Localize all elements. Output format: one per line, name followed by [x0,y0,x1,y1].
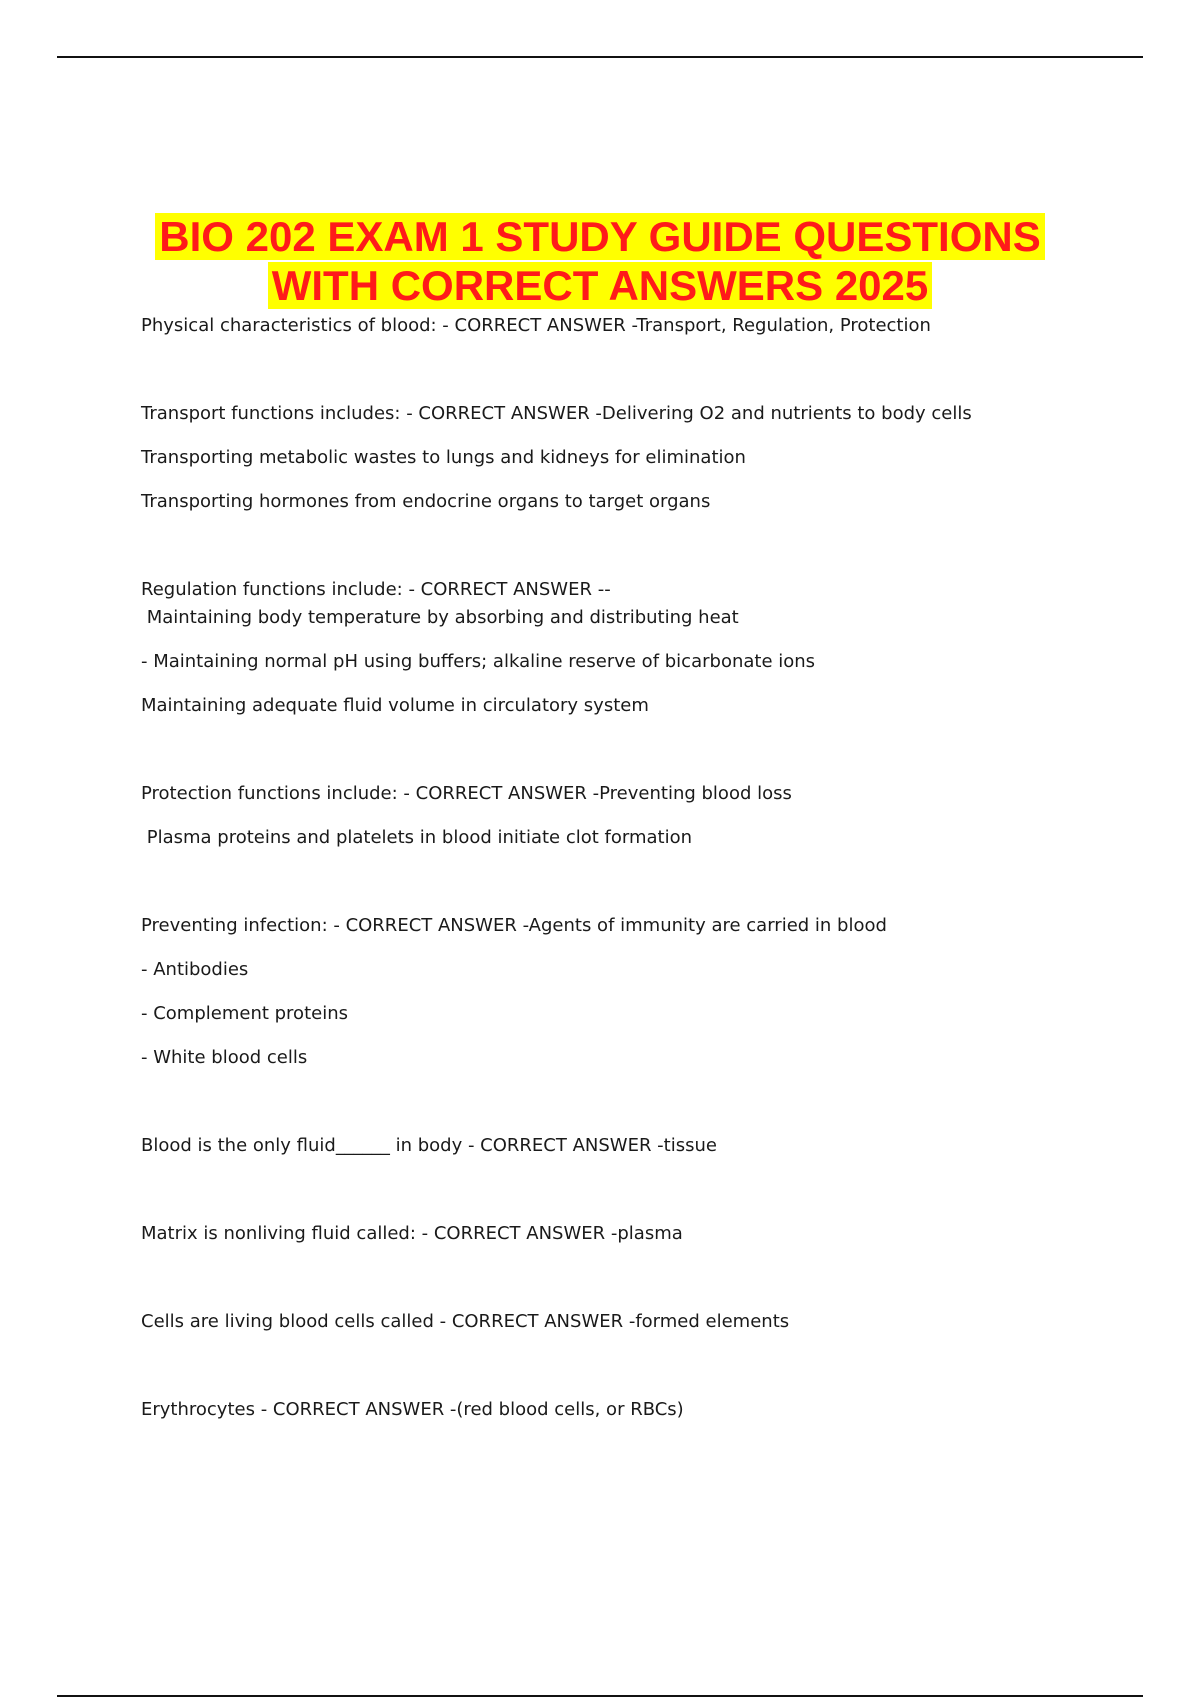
title-line-2: WITH CORRECT ANSWERS 2025 [268,262,933,309]
document-title [0,212,1200,310]
qa-line: - Complement proteins [141,1003,348,1024]
title-line-1: BIO 202 EXAM 1 STUDY GUIDE QUESTIONS [155,213,1044,260]
qa-line: Transport functions includes: - CORRECT ANSWER -Delivering O2 and nutrients to body cells [141,403,972,424]
qa-line: Plasma proteins and platelets in blood initiate clot formation [141,827,693,848]
qa-line: Blood is the only fluid______ in body - CORRECT ANSWER -tissue [141,1135,717,1156]
qa-line: Maintaining body temperature by absorbing and distributing heat [141,607,739,628]
qa-line: Erythrocytes - CORRECT ANSWER -(red blood cells, or RBCs) [141,1399,684,1420]
qa-line: Physical characteristics of blood: - CORRECT ANSWER -Transport, Regulation, Protection [141,315,931,336]
qa-line: - Antibodies [141,959,249,980]
qa-line: - Maintaining normal pH using buffers; alkaline reserve of bicarbonate ions [141,651,816,672]
qa-line: Transporting hormones from endocrine organs to target organs [141,491,711,512]
qa-line: Protection functions include: - CORRECT ANSWER -Preventing blood loss [141,783,792,804]
qa-line: Preventing infection: - CORRECT ANSWER -Agents of immunity are carried in blood [141,915,887,936]
qa-line: Matrix is nonliving fluid called: - CORRECT ANSWER -plasma [141,1223,683,1244]
qa-line: Regulation functions include: - CORRECT ANSWER -- [141,579,611,600]
qa-line: - White blood cells [141,1047,308,1068]
top-rule [57,56,1143,58]
qa-line: Maintaining adequate fluid volume in circulatory system [141,695,649,716]
bottom-rule [57,1695,1143,1697]
qa-line: Cells are living blood cells called - CORRECT ANSWER -formed elements [141,1311,790,1332]
document-body [141,314,1141,1422]
qa-line: Transporting metabolic wastes to lungs and kidneys for elimination [141,447,746,468]
